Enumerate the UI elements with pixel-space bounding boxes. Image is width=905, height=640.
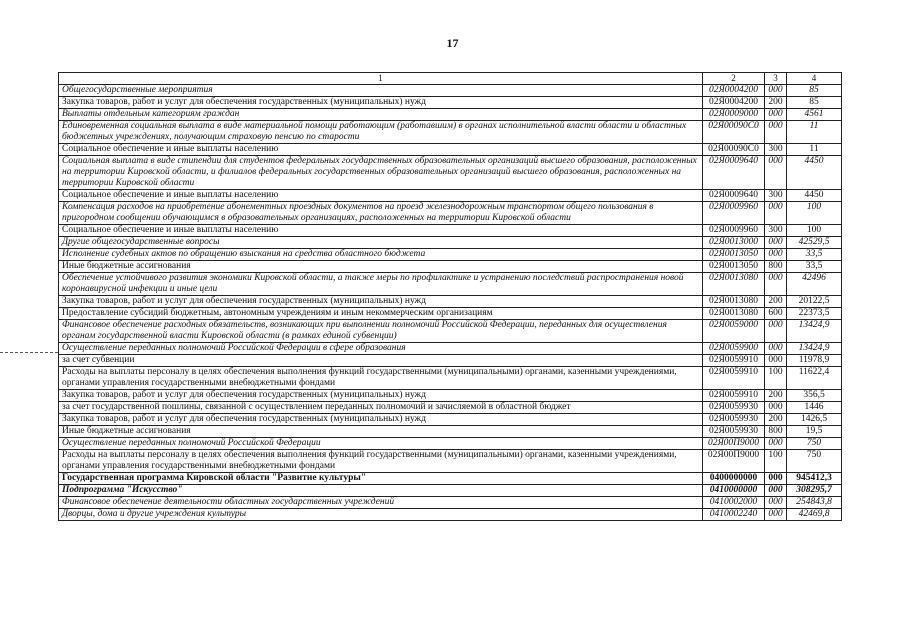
row-code-cell: 02Я00П9000 [703,450,765,473]
row-name-cell: за счет субвенции [59,355,703,367]
table-row [59,109,842,121]
row-amount-cell: 1426,5 [787,414,842,426]
row-vr-cell: 100 [765,367,787,390]
table-row [59,296,842,308]
table-row [59,97,842,109]
row-code-cell: 02Я0059930 [703,402,765,414]
table-row [59,390,842,402]
row-code-cell: 0400000000 [703,473,765,485]
row-vr-cell: 800 [765,261,787,273]
row-amount-cell: 42496 [787,273,842,296]
row-name-cell: Исполнение судебных актов по обращению взыскания на средства областного бюджета [59,249,703,261]
row-name-cell: Дворцы, дома и другие учреждения культуры [59,509,703,521]
table-row [59,308,842,320]
row-code-cell: 02Я0009640 [703,190,765,202]
row-vr-cell: 000 [765,121,787,144]
header-col-name: 1 [59,73,703,85]
row-amount-cell: 85 [787,97,842,109]
row-amount-cell: 750 [787,438,842,450]
row-code-cell: 02Я0009960 [703,202,765,225]
row-code-cell: 02Я00090С0 [703,144,765,156]
table-row [59,85,842,97]
row-name-cell: Расходы на выплаты персоналу в целях обеспечения выполнения функций государственными (муниципальными) органами, казенными учреждениями, органами управления государственными внебюджетными фондами [59,450,703,473]
table-row [59,438,842,450]
header-col-vr: 3 [765,73,787,85]
row-code-cell: 02Я0004200 [703,97,765,109]
row-amount-cell: 11 [787,121,842,144]
row-code-cell: 02Я0059910 [703,390,765,402]
row-name-cell: Осуществление переданных полномочий Российской Федерации [59,438,703,450]
row-code-cell: 02Я0013080 [703,296,765,308]
row-vr-cell: 300 [765,144,787,156]
row-name-cell: Финансовое обеспечение расходных обязательств, возникающих при выполнении полномочий Российской Федерации, переданных для осуществления органам государственной власти Кировской области (в рамках единой субвенции) [59,320,703,343]
row-vr-cell: 100 [765,450,787,473]
row-vr-cell: 000 [765,355,787,367]
row-code-cell: 02Я0013000 [703,237,765,249]
row-name-cell: Социальное обеспечение и иные выплаты населению [59,190,703,202]
table-row [59,450,842,473]
row-vr-cell: 000 [765,497,787,509]
row-name-cell: Обеспечение устойчивого развития экономики Кировской области, а также меры по профилактике и устранению последствий распространения новой коронавирусной инфекции и иные цели [59,273,703,296]
table-row [59,426,842,438]
row-amount-cell: 100 [787,225,842,237]
row-amount-cell: 4450 [787,156,842,190]
row-amount-cell: 33,5 [787,249,842,261]
row-vr-cell: 000 [765,473,787,485]
row-code-cell: 02Я0059930 [703,426,765,438]
row-code-cell: 02Я0013080 [703,273,765,296]
row-code-cell: 0410002240 [703,509,765,521]
row-amount-cell: 20122,5 [787,296,842,308]
row-code-cell: 02Я0059930 [703,414,765,426]
row-vr-cell: 000 [765,202,787,225]
table-row [59,156,842,190]
row-code-cell: 02Я0059900 [703,343,765,355]
row-vr-cell: 200 [765,390,787,402]
table-row [59,414,842,426]
row-amount-cell: 308295,7 [787,485,842,497]
row-name-cell: Социальное обеспечение и иные выплаты населению [59,144,703,156]
row-amount-cell: 254843,8 [787,497,842,509]
row-name-cell: Закупка товаров, работ и услуг для обеспечения государственных (муниципальных) нужд [59,296,703,308]
table-row [59,225,842,237]
row-vr-cell: 000 [765,237,787,249]
row-amount-cell: 13424,9 [787,320,842,343]
row-vr-cell: 200 [765,97,787,109]
table-row [59,343,842,355]
row-vr-cell: 000 [765,438,787,450]
table-row [59,249,842,261]
row-name-cell: Закупка товаров, работ и услуг для обеспечения государственных (муниципальных) нужд [59,97,703,109]
row-amount-cell: 33,5 [787,261,842,273]
row-amount-cell: 85 [787,85,842,97]
row-code-cell: 0410002000 [703,497,765,509]
row-amount-cell: 42529,5 [787,237,842,249]
table-row [59,261,842,273]
row-name-cell: Выплаты отдельным категориям граждан [59,109,703,121]
table-row [59,367,842,390]
table-row [59,144,842,156]
row-name-cell: Другие общегосударственные вопросы [59,237,703,249]
row-vr-cell: 800 [765,426,787,438]
row-code-cell: 02Я0059910 [703,367,765,390]
row-name-cell: Иные бюджетные ассигнования [59,426,703,438]
table-row [59,509,842,521]
row-name-cell: Единовременная социальная выплата в виде материальной помощи работающим (работавшим) в органах исполнительной власти области и областных бюджетных учреждениях, получающим страховую пенсию по старости [59,121,703,144]
row-name-cell: Социальное обеспечение и иные выплаты населению [59,225,703,237]
row-code-cell: 02Я00П9000 [703,438,765,450]
row-vr-cell: 000 [765,85,787,97]
table-row [59,237,842,249]
row-code-cell: 02Я0009640 [703,156,765,190]
row-vr-cell: 000 [765,249,787,261]
row-code-cell: 02Я0013080 [703,308,765,320]
row-vr-cell: 600 [765,308,787,320]
row-code-cell: 02Я0009960 [703,225,765,237]
row-amount-cell: 100 [787,202,842,225]
row-code-cell: 02Я0059000 [703,320,765,343]
row-vr-cell: 000 [765,273,787,296]
table-row [59,190,842,202]
row-code-cell: 02Я0013050 [703,249,765,261]
row-code-cell: 02Я0013050 [703,261,765,273]
row-name-cell: Финансовое обеспечение деятельности областных государственных учреждений [59,497,703,509]
row-amount-cell: 19,5 [787,426,842,438]
budget-table [58,72,842,521]
row-vr-cell: 000 [765,343,787,355]
row-code-cell: 02Я0059910 [703,355,765,367]
row-name-cell: Подпрограмма "Искусство" [59,485,703,497]
table-row [59,473,842,485]
row-name-cell: Государственная программа Кировской области "Развитие культуры" [59,473,703,485]
row-vr-cell: 000 [765,156,787,190]
row-amount-cell: 4450 [787,190,842,202]
row-name-cell: Расходы на выплаты персоналу в целях обеспечения выполнения функций государственными (муниципальными) органами, казенными учреждениями, органами управления государственными внебюджетными фондами [59,367,703,390]
row-name-cell: Социальная выплата в виде стипендии для студентов федеральных государственных образовательных организаций высшего образования, расположенных на территории Кировской области, и филиалов федеральных государственных образовательных организаций высшего образования, расположенных на территории Кировской области [59,156,703,190]
row-amount-cell: 750 [787,450,842,473]
table-row [59,497,842,509]
row-amount-cell: 11622,4 [787,367,842,390]
table-header-row [59,73,842,85]
table-row [59,355,842,367]
row-name-cell: Закупка товаров, работ и услуг для обеспечения государственных (муниципальных) нужд [59,414,703,426]
page-number: 17 [446,36,459,50]
row-name-cell: Закупка товаров, работ и услуг для обеспечения государственных (муниципальных) нужд [59,390,703,402]
row-code-cell: 02Я00090С0 [703,121,765,144]
row-amount-cell: 13424,9 [787,343,842,355]
row-vr-cell: 000 [765,509,787,521]
row-name-cell: за счет государственной пошлины, связанной с осуществлением переданных полномочий и зачисляемой в областной бюджет [59,402,703,414]
row-code-cell: 0410000000 [703,485,765,497]
table-row [59,320,842,343]
row-amount-cell: 11978,9 [787,355,842,367]
row-vr-cell: 200 [765,296,787,308]
row-amount-cell: 356,5 [787,390,842,402]
row-code-cell: 02Я0004200 [703,85,765,97]
row-vr-cell: 000 [765,320,787,343]
row-amount-cell: 4561 [787,109,842,121]
row-vr-cell: 200 [765,414,787,426]
row-amount-cell: 11 [787,144,842,156]
row-name-cell: Осуществление переданных полномочий Российской Федерации в сфере образования [59,343,703,355]
header-col-code: 2 [703,73,765,85]
table-body [59,85,842,521]
row-amount-cell: 1446 [787,402,842,414]
margin-mark [0,352,58,354]
header-col-amount: 4 [787,73,842,85]
row-amount-cell: 22373,5 [787,308,842,320]
row-vr-cell: 000 [765,485,787,497]
table-row [59,402,842,414]
table-row [59,273,842,296]
row-amount-cell: 945412,3 [787,473,842,485]
row-code-cell: 02Я0009000 [703,109,765,121]
row-vr-cell: 000 [765,109,787,121]
table-row [59,485,842,497]
row-name-cell: Компенсация расходов на приобретение абонементных проездных документов на проезд железнодорожным транспортом общего пользования в пригородном сообщении обучающимся в образовательных организациях, расположенных на территории Кировской области [59,202,703,225]
row-name-cell: Предоставление субсидий бюджетным, автономным учреждениям и иным некоммерческим организациям [59,308,703,320]
row-vr-cell: 000 [765,402,787,414]
table-row [59,121,842,144]
row-vr-cell: 300 [765,190,787,202]
row-amount-cell: 42469,8 [787,509,842,521]
table-row [59,202,842,225]
row-name-cell: Общегосударственные мероприятия [59,85,703,97]
row-vr-cell: 300 [765,225,787,237]
row-name-cell: Иные бюджетные ассигнования [59,261,703,273]
